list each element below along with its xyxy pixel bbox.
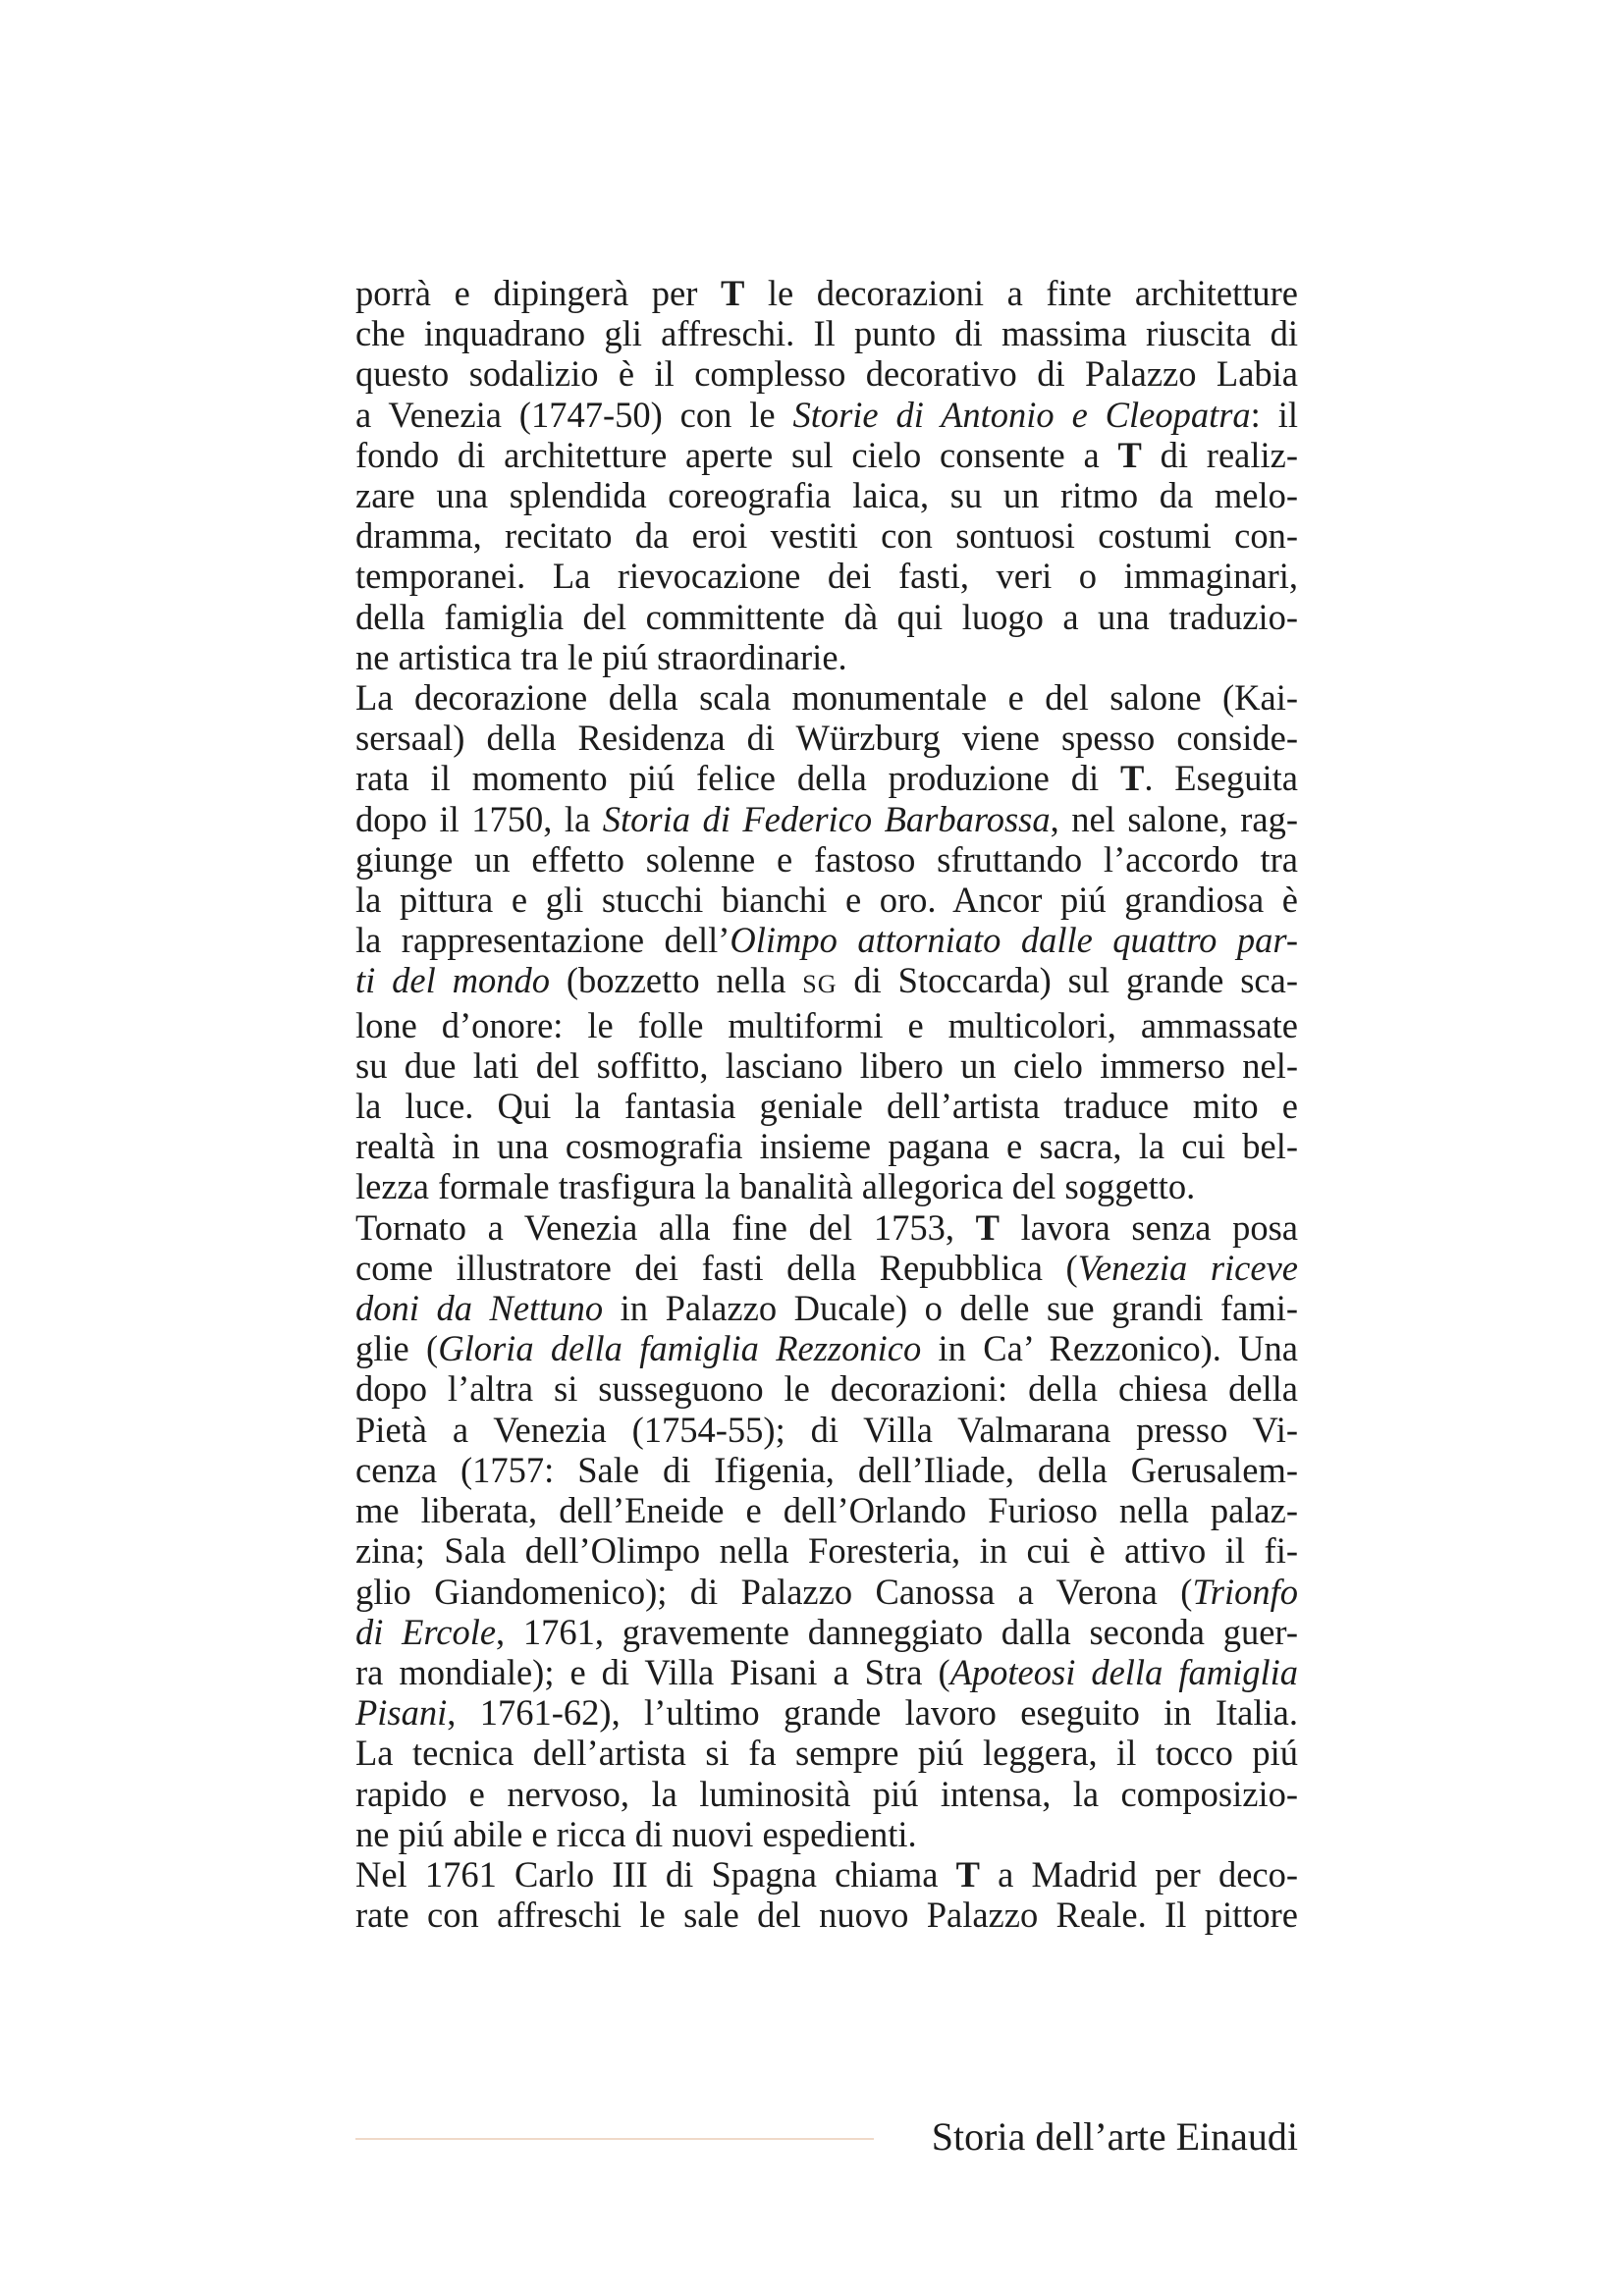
text-line: di Ercole, 1761, gravemente danneggiato dalla seconda guer- — [355, 1611, 1298, 1652]
text-line: ne piú abile e ricca di nuovi espedienti. — [355, 1813, 917, 1854]
text-line: lezza formale trasfigura la banalità allegorica del soggetto. — [355, 1166, 1196, 1207]
text-line: zare una splendida coreografia laica, su un ritmo da melo- — [355, 475, 1298, 516]
text-line: la luce. Qui la fantasia geniale dell’artista traduce mito e — [355, 1086, 1298, 1127]
text-line: dopo l’altra si susseguono le decorazioni: della chiesa della — [355, 1368, 1298, 1410]
text-line: rate con affreschi le sale del nuovo Palazzo Reale. Il pittore — [355, 1895, 1298, 1936]
text-line: Nel 1761 Carlo III di Spagna chiama T a Madrid per deco- — [355, 1853, 1298, 1895]
text-line: questo sodalizio è il complesso decorativo di Palazzo Labia — [355, 353, 1298, 395]
text-line: su due lati del soffitto, lasciano libero un cielo immerso nel- — [355, 1044, 1298, 1086]
text-line: me liberata, dell’Eneide e dell’Orlando Furioso nella palaz- — [355, 1490, 1298, 1531]
text-line: lone d’onore: le folle multiformi e multicolori, ammassate — [355, 1004, 1298, 1045]
footer-rule — [355, 2138, 874, 2140]
text-line: temporanei. La rievocazione dei fasti, veri o immaginari, — [355, 556, 1298, 597]
text-line: Tornato a Venezia alla fine del 1753, T lavora senza posa — [355, 1206, 1298, 1248]
text-line: a Venezia (1747-50) con le Storie di Antonio e Cleopatra: il — [355, 394, 1298, 435]
footer-title: Storia dell’arte Einaudi — [931, 2114, 1298, 2159]
text-line: La decorazione della scala monumentale e del salone (Kai- — [355, 677, 1298, 719]
text-line: Pietà a Venezia (1754-55); di Villa Valmarana presso Vi- — [355, 1409, 1298, 1450]
text-line: giunge un effetto solenne e fastoso sfruttando l’accordo tra — [355, 838, 1298, 880]
text-line: Pisani, 1761-62), l’ultimo grande lavoro eseguito in Italia. — [355, 1692, 1298, 1734]
text-line: glio Giandomenico); di Palazzo Canossa a Verona (Trionfo — [355, 1571, 1298, 1612]
text-line: rata il momento piú felice della produzione di T. Eseguita — [355, 758, 1298, 799]
text-line: della famiglia del committente dà qui luogo a una traduzio- — [355, 596, 1298, 637]
text-line: rapido e nervoso, la luminosità piú intensa, la composizio- — [355, 1773, 1298, 1814]
text-line: dopo il 1750, la Storia di Federico Barbarossa, nel salone, rag- — [355, 798, 1298, 839]
text-line: sersaal) della Residenza di Würzburg viene spesso conside- — [355, 718, 1298, 759]
text-line: la pittura e gli stucchi bianchi e oro. Ancor piú grandiosa è — [355, 880, 1298, 921]
text-line: fondo di architetture aperte sul cielo consente a T di realiz- — [355, 434, 1298, 475]
text-line: ne artistica tra le piú straordinarie. — [355, 636, 847, 677]
text-line: La tecnica dell’artista si fa sempre piú leggera, il tocco piú — [355, 1733, 1298, 1774]
text-line: come illustratore dei fasti della Repubblica (Venezia riceve — [355, 1247, 1298, 1288]
text-line: la rappresentazione dell’Olimpo attorniato dalle quattro par- — [355, 920, 1298, 961]
text-line: realtà in una cosmografia insieme pagana e sacra, la cui bel- — [355, 1126, 1298, 1167]
text-line: dramma, recitato da eroi vestiti con sontuosi costumi con- — [355, 515, 1298, 557]
body-text — [355, 273, 1298, 1935]
text-line: ra mondiale); e di Villa Pisani a Stra (Apoteosi della famiglia — [355, 1651, 1298, 1692]
text-line: porrà e dipingerà per T le decorazioni a finte architetture — [355, 273, 1299, 313]
text-line: doni da Nettuno in Palazzo Ducale) o delle sue grandi fami- — [355, 1288, 1299, 1329]
text-line: zina; Sala dell’Olimpo nella Foresteria, in cui è attivo il fi- — [355, 1530, 1298, 1572]
text-line: glie (Gloria della famiglia Rezzonico in Ca’ Rezzonico). Una — [355, 1328, 1298, 1369]
text-line: ti del mondo (bozzetto nella SG di Stoccarda) sul grande sca- — [355, 960, 1298, 1001]
text-line: che inquadrano gli affreschi. Il punto di massima riuscita di — [355, 313, 1298, 354]
text-line: cenza (1757: Sale di Ifigenia, dell’Iliade, della Gerusalem- — [355, 1449, 1298, 1490]
